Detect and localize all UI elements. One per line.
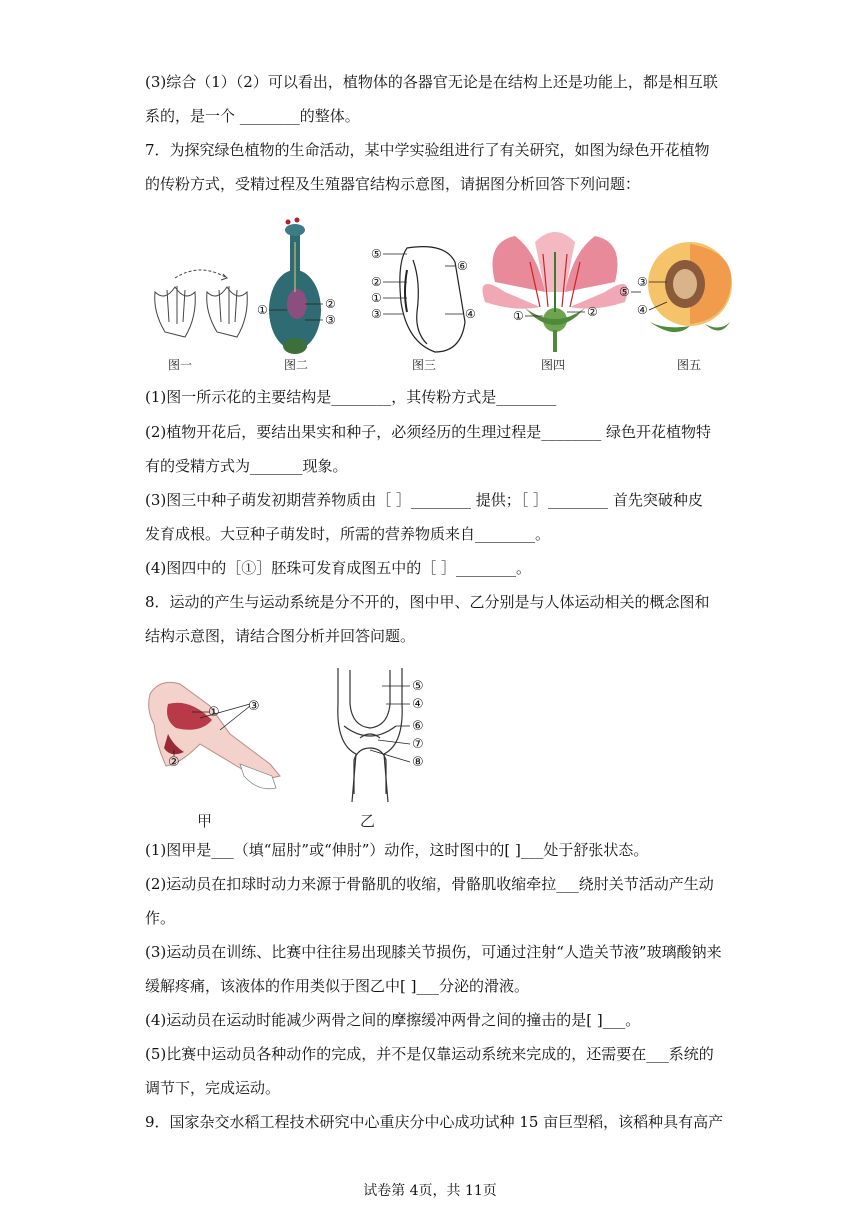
q8-part-1: (1)图甲是___（填“屈肘”或“伸肘”）动作，这时图中的[ ]___处于舒张状态。 (145, 841, 649, 859)
q7-stem-a: 7．为探究绿色植物的生命活动，某中学实验组进行了有关研究，如图为绿色开花植物 (145, 141, 710, 159)
fig5-label-5: ⑤ (619, 285, 630, 299)
q6-3-line-b: 系的，是一个 ________的整体。 (145, 107, 360, 125)
jia-label-2: ② (168, 755, 180, 770)
yi-label-6: ⑥ (412, 719, 424, 734)
q7-stem-b: 的传粉方式，受精过程及生殖器官结构示意图，请据图分析回答下列问题： (145, 175, 641, 193)
fig5-peach (648, 242, 732, 332)
q7-part-2-b: 有的受精方式为_______现象。 (145, 457, 348, 475)
q8-part-3-b: 缓解疼痛，该液体的作用类似于图乙中[ ]___分泌的滑液。 (145, 977, 529, 995)
fig3-caption: 图三 (412, 358, 437, 372)
jia-label-1: ① (208, 705, 220, 720)
q7-part-1: (1)图一所示花的主要结构是________，其传粉方式是________ (145, 388, 557, 406)
q7-part-3-b: 发育成根。大豆种子萌发时，所需的营养物质来自________。 (145, 525, 551, 543)
page-footer: 试卷第 4页，共 11页 (363, 1183, 497, 1199)
q8-part-2-a: (2)运动员在扣球时动力来源于骨骼肌的收缩，骨骼肌收缩牵拉___绕肘关节活动产生动 (145, 875, 714, 893)
q8-stem-a: 8．运动的产生与运动系统是分不开的，图中甲、乙分别是与人体运动相关的概念图和 (145, 593, 710, 611)
fig-jia-caption: 甲 (197, 812, 213, 830)
fig3-label-4: ④ (465, 307, 476, 321)
fig2-label-2: ② (325, 297, 336, 311)
yi-label-5: ⑤ (412, 679, 424, 694)
q8-stem-b: 结构示意图，请结合图分析并回答问题。 (145, 627, 416, 645)
jia-label-3: ③ (248, 699, 260, 714)
q8-figures (140, 664, 450, 804)
q7-part-4: (4)图四中的［①］胚珠可发育成图五中的［ ］________。 (145, 559, 532, 577)
fig5-label-3: ③ (637, 275, 648, 289)
fig-yi-caption: 乙 (360, 812, 376, 830)
yi-label-7: ⑦ (412, 737, 424, 752)
q8-part-5-b: 调节下，完成运动。 (145, 1079, 281, 1097)
q8-part-4: (4)运动员在运动时能减少两骨之间的摩擦缓冲两骨之间的撞击的是[ ]___。 (145, 1011, 641, 1029)
fig3-label-2: ② (371, 275, 382, 289)
fig1-flowers (155, 270, 248, 337)
fig1-caption: 图一 (168, 358, 193, 372)
fig4-flower (483, 232, 628, 352)
q9-stem-a: 9．国家杂交水稻工程技术研究中心重庆分中心成功试种 15 亩巨型稻，该稻种具有高产 (145, 1113, 724, 1131)
q7-part-3-a: (3)图三中种子萌发初期营养物质由［ ］________ 提供；［ ］________ 首先突破种皮 (145, 491, 703, 509)
fig4-label-1: ① (513, 309, 524, 323)
fig5-label-4: ④ (637, 303, 648, 317)
q7-part-2-a: (2)植物开花后，要结出果实和种子，必须经历的生理过程是________ 绿色开花植物特 (145, 423, 712, 441)
q8-part-3-a: (3)运动员在训练、比赛中往往易出现膝关节损伤，可通过注射“人造关节液”玻璃酸钠来 (145, 943, 722, 961)
fig3-label-1: ① (371, 291, 382, 305)
fig2-pistil (269, 218, 321, 355)
fig-jia-arm (149, 682, 280, 788)
q8-part-5-a: (5)比赛中运动员各种动作的完成，并不是仅靠运动系统来完成的，还需要在___系统的 (145, 1045, 714, 1063)
fig3-label-3: ③ (371, 307, 382, 321)
yi-label-8: ⑧ (412, 755, 424, 770)
yi-label-4: ④ (412, 697, 424, 712)
fig2-label-1: ① (257, 303, 268, 317)
fig3-label-6: ⑥ (457, 259, 468, 273)
fig4-label-2: ② (587, 305, 598, 319)
q7-figures (145, 212, 735, 374)
q6-3-line-a: (3)综合（1）（2）可以看出，植物体的各器官无论是在结构上还是功能上，都是相互联 (145, 73, 718, 91)
fig4-caption: 图四 (541, 358, 566, 372)
q8-part-2-b: 作。 (145, 909, 176, 927)
fig2-label-3: ③ (325, 313, 336, 327)
fig5-caption: 图五 (677, 358, 702, 372)
fig2-caption: 图二 (284, 358, 309, 372)
fig3-label-5: ⑤ (371, 247, 382, 261)
fig3-seed (400, 247, 465, 352)
fig-yi-joint (338, 668, 402, 802)
